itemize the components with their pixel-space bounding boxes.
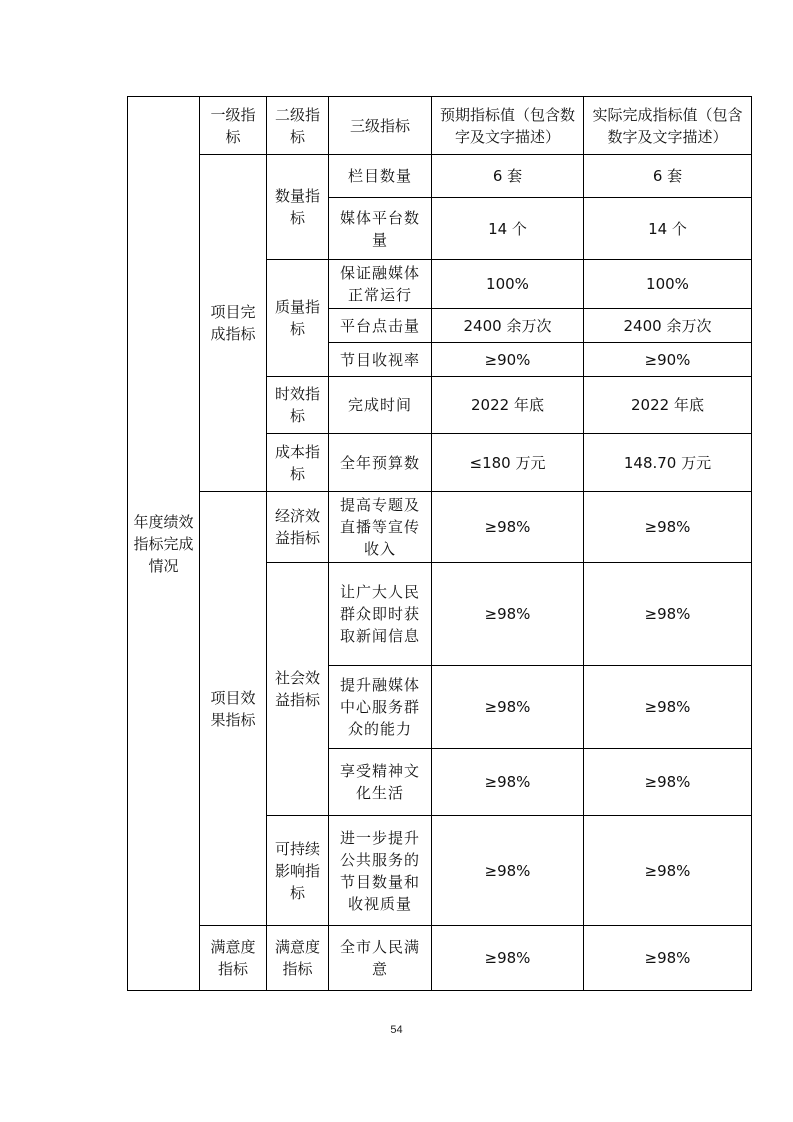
actual-value-cell: ≥90% (584, 343, 752, 377)
indicator-cell: 全年预算数 (329, 434, 432, 492)
subgroup-social: 社会效益指标 (267, 563, 329, 816)
expected-value-cell: ≥98% (432, 666, 584, 749)
expected-value-cell: ≥98% (432, 816, 584, 926)
subgroup-cost: 成本指标 (267, 434, 329, 492)
actual-value-cell: ≥98% (584, 926, 752, 991)
indicator-cell: 享受精神文化生活 (329, 749, 432, 816)
subgroup-satisfaction: 满意度指标 (267, 926, 329, 991)
indicator-cell: 提升融媒体中心服务群众的能力 (329, 666, 432, 749)
indicator-cell: 保证融媒体正常运行 (329, 260, 432, 309)
expected-value-cell: ≤180 万元 (432, 434, 584, 492)
actual-value-cell: 148.70 万元 (584, 434, 752, 492)
subgroup-economic: 经济效益指标 (267, 492, 329, 563)
actual-value-cell: 2022 年底 (584, 377, 752, 434)
actual-value-cell: ≥98% (584, 492, 752, 563)
page-number: 54 (390, 1024, 403, 1036)
actual-value-cell: 2400 余万次 (584, 309, 752, 343)
expected-value-cell: ≥98% (432, 563, 584, 666)
indicator-cell: 提高专题及直播等宣传收入 (329, 492, 432, 563)
indicator-cell: 让广大人民群众即时获取新闻信息 (329, 563, 432, 666)
expected-value-cell: 6 套 (432, 155, 584, 198)
expected-value-cell: ≥98% (432, 926, 584, 991)
header-row (128, 97, 752, 155)
actual-value-cell: 14 个 (584, 198, 752, 260)
group-satisfaction: 满意度指标 (200, 926, 267, 991)
expected-value-cell: 2022 年底 (432, 377, 584, 434)
header-level1: 一级指标 (200, 97, 267, 155)
group-output: 项目完成指标 (200, 155, 267, 492)
indicator-cell: 栏目数量 (329, 155, 432, 198)
subgroup-timeliness: 时效指标 (267, 377, 329, 434)
subgroup-quality: 质量指标 (267, 260, 329, 377)
table-row (128, 492, 752, 563)
expected-value-cell: 14 个 (432, 198, 584, 260)
indicator-cell: 媒体平台数量 (329, 198, 432, 260)
performance-indicator-table (127, 96, 752, 991)
header-level2: 二级指标 (267, 97, 329, 155)
group-effect: 项目效果指标 (200, 492, 267, 926)
subgroup-quantity: 数量指标 (267, 155, 329, 260)
actual-value-cell: ≥98% (584, 749, 752, 816)
expected-value-cell: ≥90% (432, 343, 584, 377)
indicator-cell: 进一步提升公共服务的节目数量和收视质量 (329, 816, 432, 926)
indicator-cell: 完成时间 (329, 377, 432, 434)
header-actual: 实际完成指标值（包含数字及文字描述） (584, 97, 752, 155)
actual-value-cell: ≥98% (584, 816, 752, 926)
actual-value-cell: ≥98% (584, 563, 752, 666)
indicator-cell: 节目收视率 (329, 343, 432, 377)
actual-value-cell: ≥98% (584, 666, 752, 749)
indicator-cell: 平台点击量 (329, 309, 432, 343)
expected-value-cell: 2400 余万次 (432, 309, 584, 343)
expected-value-cell: ≥98% (432, 749, 584, 816)
actual-value-cell: 100% (584, 260, 752, 309)
header-expected: 预期指标值（包含数字及文字描述） (432, 97, 584, 155)
actual-value-cell: 6 套 (584, 155, 752, 198)
indicator-cell: 全市人民满意 (329, 926, 432, 991)
section-label-cell: 年度绩效指标完成情况 (128, 97, 200, 991)
table-row (128, 155, 752, 198)
header-level3: 三级指标 (329, 97, 432, 155)
expected-value-cell: ≥98% (432, 492, 584, 563)
expected-value-cell: 100% (432, 260, 584, 309)
subgroup-sustainable: 可持续影响指标 (267, 816, 329, 926)
table-row (128, 926, 752, 991)
